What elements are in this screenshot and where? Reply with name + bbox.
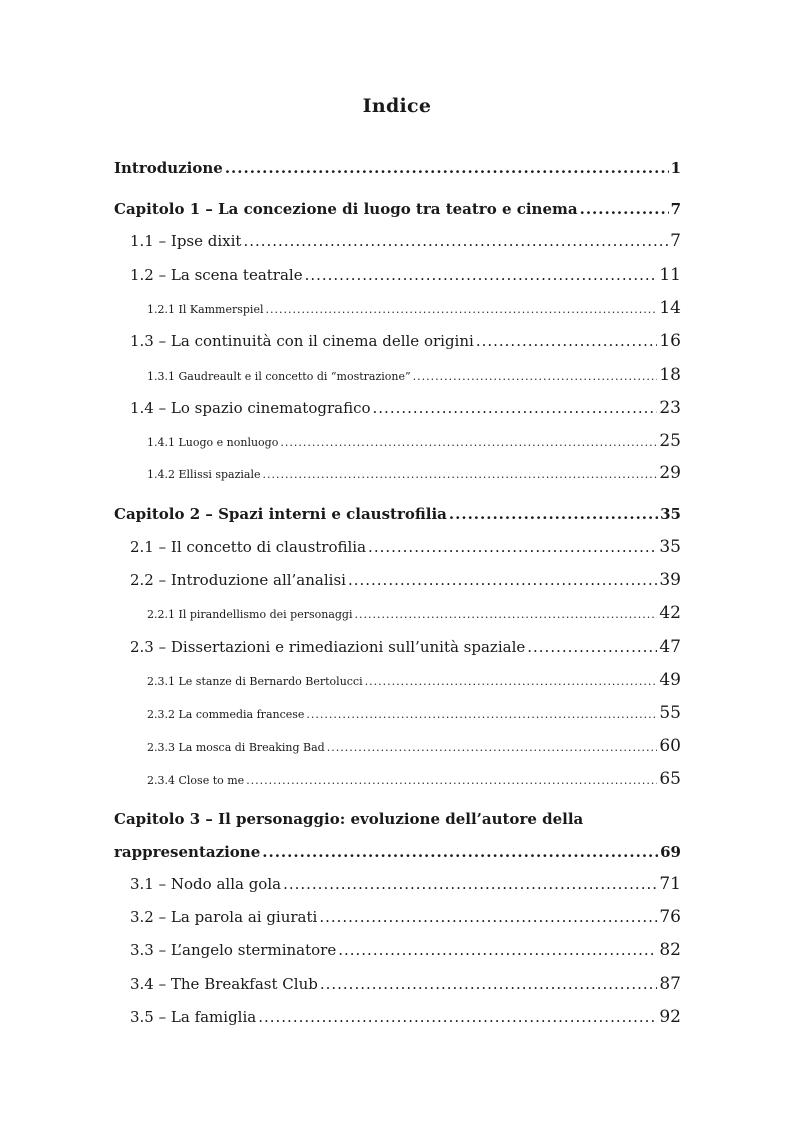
toc-entry-label: 1.4 – Lo spazio cinematografico bbox=[130, 399, 371, 417]
leader-dots bbox=[305, 264, 658, 286]
toc-entry-3-5[interactable] bbox=[130, 1006, 681, 1028]
toc-entry-label: Capitolo 2 – Spazi interni e claustrofilia bbox=[114, 505, 447, 523]
toc-entry-page: 71 bbox=[659, 874, 681, 894]
toc-entry-page: 35 bbox=[660, 505, 681, 523]
leader-dots bbox=[476, 330, 658, 352]
toc-entry-label: 2.2 – Introduzione all’analisi bbox=[130, 571, 346, 589]
toc-entry-label: 3.5 – La famiglia bbox=[130, 1008, 257, 1026]
toc-entry-page: 42 bbox=[659, 603, 681, 623]
leader-dots bbox=[263, 464, 658, 486]
toc-entry-label: 3.1 – Nodo alla gola bbox=[130, 875, 282, 893]
toc-entry-2-3-1[interactable] bbox=[147, 669, 681, 691]
toc-entry-1-2[interactable] bbox=[130, 264, 681, 286]
toc-entry-page: 82 bbox=[659, 940, 681, 960]
toc-entry-capitolo-3-line1[interactable]: Capitolo 3 – Il personaggio: evoluzione dell’autore della bbox=[114, 810, 584, 828]
toc-entry-page: 69 bbox=[660, 843, 681, 861]
toc-entry-page: 39 bbox=[659, 570, 681, 590]
toc-entry-capitolo-2[interactable] bbox=[114, 503, 681, 525]
toc-entry-1-4-1[interactable] bbox=[147, 430, 681, 452]
toc-entry-label: 2.3.3 La mosca di Breaking Bad bbox=[147, 741, 325, 754]
leader-dots bbox=[355, 604, 658, 626]
toc-entry-label: 1.1 – Ipse dixit bbox=[130, 232, 242, 250]
toc-entry-page: 1 bbox=[670, 159, 681, 177]
toc-entry-capitolo-3[interactable] bbox=[114, 841, 681, 863]
toc-entry-page: 92 bbox=[659, 1007, 681, 1027]
leader-dots bbox=[449, 503, 658, 525]
page-title: Indice bbox=[362, 95, 432, 117]
leader-dots bbox=[225, 157, 669, 179]
leader-dots bbox=[527, 636, 657, 658]
toc-entry-label: 3.4 – The Breakfast Club bbox=[130, 975, 318, 993]
toc-entry-label: 3.3 – L’angelo sterminatore bbox=[130, 941, 337, 959]
leader-dots bbox=[320, 973, 658, 995]
toc-entry-label: 2.2.1 Il pirandellismo dei personaggi bbox=[147, 608, 353, 621]
leader-dots bbox=[580, 198, 669, 220]
toc-entry-page: 25 bbox=[659, 431, 681, 451]
toc-entry-page: 76 bbox=[659, 907, 681, 927]
toc-entry-3-2[interactable] bbox=[130, 906, 681, 928]
toc-entry-page: 55 bbox=[659, 703, 681, 723]
toc-entry-2-1[interactable] bbox=[130, 536, 681, 558]
toc-entry-label: 1.3 – La continuità con il cinema delle origini bbox=[130, 332, 474, 350]
toc-entry-2-3-2[interactable] bbox=[147, 702, 681, 724]
toc-entry-page: 11 bbox=[659, 265, 681, 285]
leader-dots bbox=[280, 432, 657, 454]
leader-dots bbox=[413, 366, 658, 388]
leader-dots bbox=[262, 841, 658, 863]
toc-entry-1-3[interactable] bbox=[130, 330, 681, 352]
leader-dots bbox=[306, 704, 657, 726]
toc-entry-label: 2.3.1 Le stanze di Bernardo Bertolucci bbox=[147, 675, 363, 688]
toc-entry-page: 65 bbox=[659, 769, 681, 789]
toc-entry-label: 2.3.4 Close to me bbox=[147, 774, 245, 787]
leader-dots bbox=[246, 770, 657, 792]
leader-dots bbox=[373, 397, 658, 419]
toc-entry-page: 14 bbox=[659, 298, 681, 318]
toc-entry-label: rappresentazione bbox=[114, 843, 261, 861]
toc-entry-label: 1.3.1 Gaudreault e il concetto di “mostrazione” bbox=[147, 370, 411, 383]
toc-entry-introduzione[interactable] bbox=[114, 157, 681, 179]
leader-dots bbox=[319, 906, 657, 928]
toc-entry-label: Introduzione bbox=[114, 159, 223, 177]
leader-dots bbox=[258, 1006, 657, 1028]
toc-entry-3-4[interactable] bbox=[130, 973, 681, 995]
toc-entry-page: 16 bbox=[659, 331, 681, 351]
toc-entry-label: 1.2.1 Il Kammerspiel bbox=[147, 303, 264, 316]
toc-entry-page: 49 bbox=[659, 670, 681, 690]
toc-entry-label: 1.4.1 Luogo e nonluogo bbox=[147, 436, 279, 449]
toc-entry-label: 1.2 – La scena teatrale bbox=[130, 266, 303, 284]
toc-entry-2-2[interactable] bbox=[130, 569, 681, 591]
toc-entry-label: Capitolo 1 – La concezione di luogo tra teatro e cinema bbox=[114, 200, 578, 218]
toc-entry-page: 29 bbox=[659, 463, 681, 483]
toc-entry-label: 2.1 – Il concetto di claustrofilia bbox=[130, 538, 367, 556]
leader-dots bbox=[283, 873, 657, 895]
leader-dots bbox=[265, 299, 657, 321]
toc-entry-1-3-1[interactable] bbox=[147, 364, 681, 386]
toc-entry-page: 23 bbox=[659, 398, 681, 418]
toc-entry-page: 7 bbox=[670, 200, 681, 218]
toc-entry-page: 47 bbox=[659, 637, 681, 657]
toc-entry-page: 60 bbox=[659, 736, 681, 756]
leader-dots bbox=[348, 569, 657, 591]
toc-entry-3-1[interactable] bbox=[130, 873, 681, 895]
toc-entry-label: 1.4.2 Ellissi spaziale bbox=[147, 468, 261, 481]
toc-entry-label: 2.3 – Dissertazioni e rimediazioni sull’unità spaziale bbox=[130, 638, 526, 656]
toc-entry-2-3-3[interactable] bbox=[147, 735, 681, 757]
toc-entry-page: 18 bbox=[659, 365, 681, 385]
toc-entry-1-4[interactable] bbox=[130, 397, 681, 419]
toc-entry-page: 7 bbox=[670, 231, 681, 251]
leader-dots bbox=[338, 939, 657, 961]
leader-dots bbox=[365, 671, 658, 693]
toc-entry-capitolo-1[interactable] bbox=[114, 198, 681, 220]
toc-entry-2-3[interactable] bbox=[130, 636, 681, 658]
toc-entry-1-2-1[interactable] bbox=[147, 297, 681, 319]
toc-entry-1-1[interactable] bbox=[130, 230, 681, 252]
toc-entry-page: 87 bbox=[659, 974, 681, 994]
toc-entry-page: 35 bbox=[659, 537, 681, 557]
toc-entry-2-2-1[interactable] bbox=[147, 602, 681, 624]
toc-entry-2-3-4[interactable] bbox=[147, 768, 681, 790]
toc-entry-3-3[interactable] bbox=[130, 939, 681, 961]
leader-dots bbox=[327, 737, 658, 759]
leader-dots bbox=[368, 536, 657, 558]
toc-entry-label: 3.2 – La parola ai giurati bbox=[130, 908, 318, 926]
toc-entry-label: 2.3.2 La commedia francese bbox=[147, 708, 305, 721]
leader-dots bbox=[243, 230, 668, 252]
toc-entry-1-4-2[interactable] bbox=[147, 462, 681, 484]
